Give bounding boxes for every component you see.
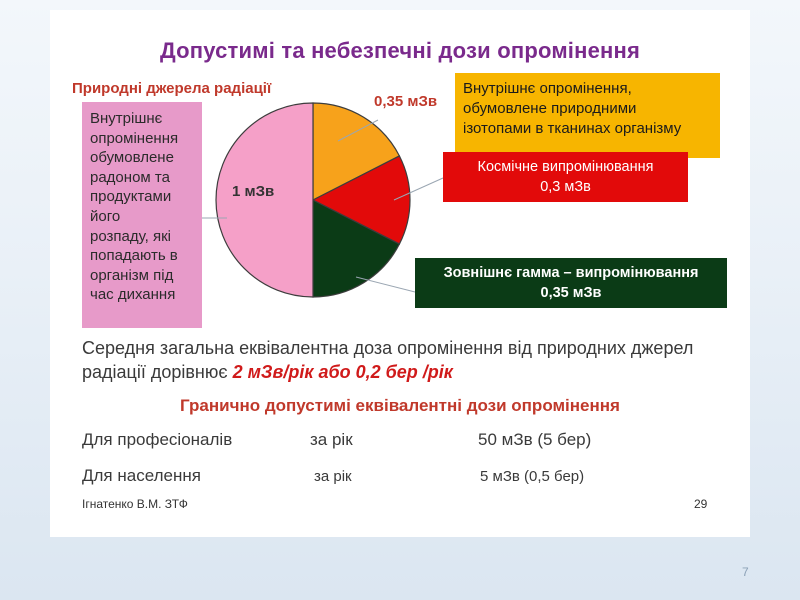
- limits-heading: Гранично допустимі еквівалентні дози опромінення: [180, 396, 620, 415]
- radon-description-box: Внутрішнє опромінення обумовлене радоном та продуктами його розпаду, які попадають в організм під час дихання: [82, 102, 202, 328]
- pie-slices: [216, 103, 410, 297]
- slice-label-internal: 0,35 мЗв: [374, 93, 438, 110]
- limits-row-period: за рік: [310, 430, 353, 449]
- page-number: 7: [742, 565, 749, 579]
- cosmic-radiation-box: Космічне випромінювання 0,3 мЗв: [443, 152, 688, 202]
- author-credit: Ігнатенко В.М. ЗТФ: [82, 497, 188, 511]
- average-dose-text: [82, 336, 722, 384]
- slide-title: Допустимі та небезпечні дози опромінення: [159, 38, 641, 63]
- external-gamma-box: [415, 258, 727, 308]
- limits-row-category: Для професіоналів: [82, 430, 233, 449]
- limits-row-period: за рік: [314, 468, 352, 485]
- slice-label-radon: 1 мЗв: [232, 183, 275, 200]
- external-gamma-value: 0,35 мЗв: [540, 285, 602, 301]
- leader-line-gamma: [356, 277, 415, 292]
- average-dose-text-main: Середня загальна еквівалентна доза опромінення від природних джерел радіації дорівнює: [82, 338, 694, 382]
- pie-slice-radon: [216, 103, 313, 297]
- average-dose-value: 2 мЗв/рік або 0,2 бер /рік: [232, 362, 453, 382]
- internal-isotopes-box: Внутрішнє опромінення, обумовлене природними ізотопами в тканинах організму: [455, 73, 720, 158]
- limits-row-value: 50 мЗв (5 бер): [478, 430, 592, 449]
- external-gamma-title: Зовнішнє гамма – випромінювання: [443, 265, 699, 281]
- limits-row-value: 5 мЗв (0,5 бер): [480, 468, 585, 485]
- natural-sources-heading: Природні джерела радіації: [72, 80, 272, 97]
- limits-row-category: Для населення: [82, 466, 201, 485]
- slide-number: 29: [694, 497, 708, 511]
- slide: [50, 10, 750, 537]
